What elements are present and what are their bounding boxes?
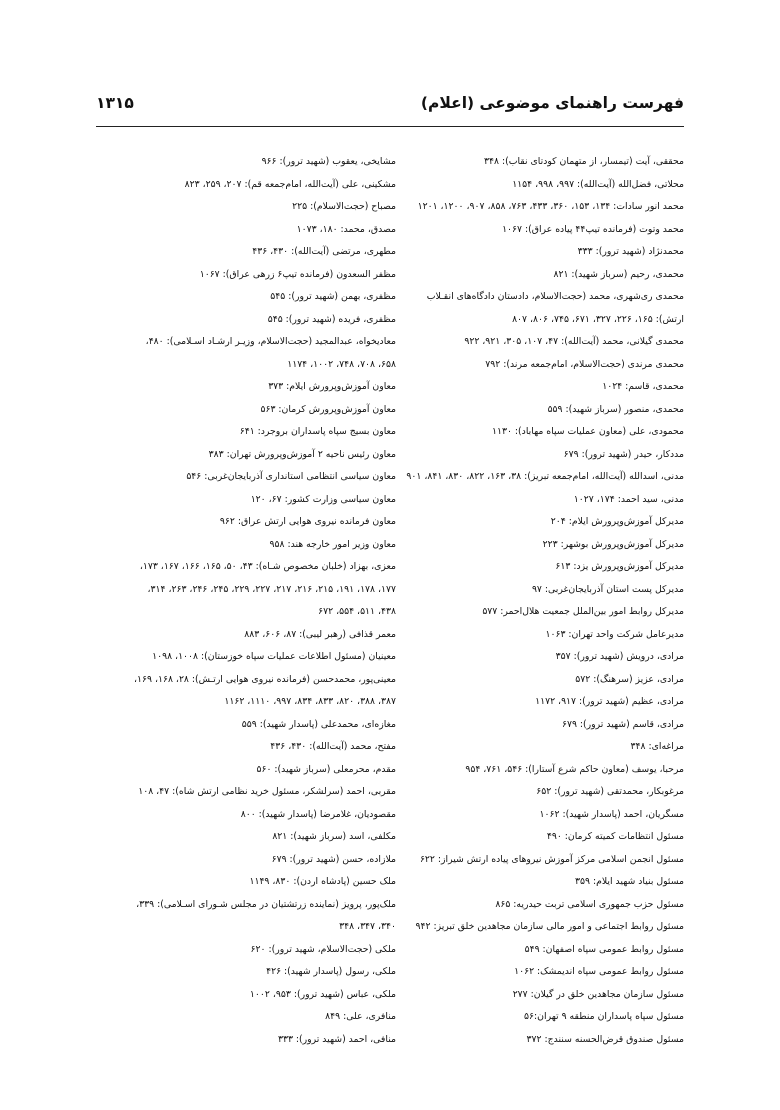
index-entry: مفتح، محمد (آیت‌الله): ۴۳۰، ۴۳۶ (270, 741, 396, 752)
index-column-right (366, 151, 684, 1051)
index-entry: مقدم، محرمعلی (سرباز شهید): ۵۶۰ (256, 763, 396, 775)
index-entry: ملک‌پور، پرویز (نماینده زرتشتیان در مجلس شـورای اسـلامی): ۳۳۹، (136, 898, 396, 910)
index-entry: مشایخی، یعقوب (شهید ترور): ۹۶۶ (261, 156, 396, 167)
index-entry: مدیرکل آموزش‌وپرورش بوشهر: ۲۲۳ (542, 538, 684, 550)
index-entry: محمدی، رحیم (سرباز شهید): ۸۲۱ (553, 268, 684, 280)
index-entry: معاون آموزش‌وپرورش کرمان: ۵۶۳ (260, 403, 396, 415)
index-entry: محمدی، قاسم: ۱۰۲۴ (602, 381, 684, 392)
index-entry: مسئول حزب جمهوری اسلامی تربت حیدریه: ۸۶۵ (495, 898, 684, 910)
index-entry: مدیرکل پست استان آذربایجان‌غربی: ۹۷ (531, 583, 684, 595)
index-entry: معادیخواه، عبدالمجید (حجت‌الاسلام، وزیـر ارشـاد اسـلامی): ۴۸۰، (145, 336, 396, 347)
index-entry: ملک حسین (پادشاه اردن): ۸۳۰، ۱۱۴۹ (249, 876, 396, 887)
page-header (96, 92, 684, 127)
index-entry: محمد انور سادات: ۱۳۴، ۱۵۳، ۳۶۰، ۴۳۳، ۷۶۳، ۸۵۸، ۹۰۷، ۱۲۰۰، ۱۲۰۱ (417, 201, 684, 212)
index-entry: معاون وزیر امور خارجه هند: ۹۵۸ (269, 538, 396, 550)
index-entry: ۳۸۷، ۳۸۸، ۸۲۰، ۸۳۳، ۸۳۴، ۹۹۷، ۱۱۱۰، ۱۱۶۲ (224, 696, 396, 707)
index-entry: مرغوبکار، محمدتقی (شهید ترور): ۶۵۲ (536, 786, 684, 797)
index-entry: ملکی (حجت‌الاسلام، شهید ترور): ۶۲۰ (250, 943, 396, 955)
index-entry: مرادی، عظیم (شهید ترور): ۹۱۷، ۱۱۷۲ (535, 696, 684, 707)
index-entry: معاون سیاسی انتظامی استانداری آذربایجان‌غربی: ۵۴۶ (186, 471, 396, 482)
index-entry: مظفری، فریده (شهید ترور): ۵۴۵ (267, 313, 396, 325)
index-entry: معینی‌پور، محمدحسن (فرمانده نیروی هوایی ارتـش): ۲۸، ۱۶۸، ۱۶۹، (134, 673, 396, 685)
index-entry: ملکی، عباس (شهید ترور): ۹۵۳، ۱۰۰۲ (249, 988, 396, 1000)
index-entry: مصدق، محمد: ۱۸۰، ۱۰۷۳ (296, 223, 396, 235)
index-entry: مصباح (حجت‌الاسلام): ۲۲۵ (292, 201, 396, 212)
index-entry: معینیان (مسئول اطلاعات عملیات سپاه خوزستان): ۱۰۰۸، ۱۰۹۸ (152, 651, 396, 662)
index-entry: محققی، آیت (تیمسار، از متهمان کودتای نقاب): ۳۴۸ (484, 156, 684, 167)
page-number: ۱۳۱۵ (96, 94, 134, 112)
index-entry: ۴۳۸، ۵۱۱، ۵۵۴، ۶۷۲ (318, 606, 396, 617)
index-entry: معاون آموزش‌وپرورش ایلام: ۳۷۳ (268, 381, 396, 392)
index-column-left (96, 151, 396, 1051)
index-entry: مرادی، عزیز (سرهنگ): ۵۷۲ (575, 673, 684, 685)
index-entry: مسئول روابط عمومی سپاه اصفهان: ۵۴۹ (524, 943, 684, 955)
index-entry: مسئول انجمن اسلامی مرکز آموزش نیروهای پیاده ارتش شیراز: ۶۲۲ (419, 853, 684, 865)
index-entry: مسئول روابط عمومی سپاه اندیمشک: ۱۰۶۲ (514, 966, 684, 977)
index-entry: مرحبا، یوسف (معاون حاکم شرع آستارا): ۵۴۶، ۷۶۱، ۹۵۴ (465, 763, 684, 775)
index-entry: مدیرکل روابط امور بین‌الملل جمعیت هلال‌احمر: ۵۷۷ (482, 606, 684, 617)
index-entry: ۶۵۸، ۷۰۸، ۷۴۸، ۱۰۰۲، ۱۱۷۴ (287, 358, 396, 370)
index-entry: معاون فرمانده نیروی هوایی ارتش عراق: ۹۶۲ (219, 516, 396, 527)
index-entry: ۱۷۷، ۱۷۸، ۱۹۱، ۲۱۵، ۲۱۶، ۲۱۷، ۲۲۷، ۲۲۹، ۲۴۵، ۲۴۶، ۲۶۳، ۳۱۴، (147, 583, 396, 595)
index-entry: معاون سیاسی وزارت کشور: ۶۷، ۱۲۰ (250, 493, 396, 505)
index-entry: مسئول انتظامات کمیته کرمان: ۴۹۰ (546, 831, 684, 842)
index-entry: مسگریان، احمد (پاسدار شهید): ۱۰۶۲ (539, 808, 684, 820)
index-entry: مدیرکل آموزش‌وپرورش یزد: ۶۱۳ (555, 561, 684, 572)
index-entry: مدیرعامل شرکت واحد تهران: ۱۰۶۳ (545, 628, 684, 640)
index-entry: مسئول بنیاد شهید ایلام: ۳۵۹ (575, 876, 684, 887)
index-entry: مرادی، قاسم (شهید ترور): ۶۷۹ (561, 718, 684, 730)
index-entry: مدنی، سید احمد: ۱۷۴، ۱۰۲۷ (573, 493, 684, 505)
index-entry: ملازاده، حسن (شهید ترور): ۶۷۹ (271, 853, 396, 865)
index-entry: مددکار، حیدر (شهید ترور): ۶۷۹ (563, 448, 684, 460)
index-entry: مرادی، درویش (شهید ترور): ۳۵۷ (555, 651, 684, 662)
running-title: فهرست راهنمای موضوعی (اعلام) (420, 94, 684, 112)
index-entry: محمدی گیلانی، محمد (آیت‌الله): ۴۷، ۱۰۷، ۳۰۵، ۹۲۱، ۹۲۲ (464, 336, 684, 347)
index-entry: محمودی، علی (معاون عملیات سپاه مهاباد): ۱۱۳۰ (491, 426, 684, 437)
index-entry: معاون رئیس ناحیه ۲ آموزش‌وپرورش تهران: ۳۸۳ (208, 448, 396, 460)
index-entry: مقربی، احمد (سرلشکر، مسئول خرید نظامی ارتش شاه): ۴۷، ۱۰۸ (138, 786, 396, 797)
index-entry: مطهری، مرتضی (آیت‌الله): ۴۳۰، ۴۳۶ (252, 246, 396, 257)
index-entry: مشکینی، علی (آیت‌الله، امام‌جمعه قم): ۲۰۷، ۲۵۹، ۸۲۳ (184, 178, 396, 190)
index-entry: معزی، بهزاد (خلبان مخصوص شـاه): ۴۳، ۵۰، ۱۶۵، ۱۶۶، ۱۶۷، ۱۷۳، (139, 561, 396, 572)
index-entry: مسئول سازمان مجاهدین خلق در گیلان: ۲۷۷ (512, 988, 684, 1000)
index-entry: ۳۴۰، ۳۴۷، ۳۴۸ (339, 921, 396, 932)
index-entry: منافری، علی: ۸۴۹ (325, 1011, 396, 1022)
index-entry: ملکی، رسول (پاسدار شهید): ۴۲۶ (266, 966, 396, 977)
index-entry: محمدی، منصور (سرباز شهید): ۵۵۹ (547, 403, 684, 415)
index-entry: مسئول روابط اجتماعی و امور مالی سازمان مجاهدین خلق تبریز: ۹۴۲ (415, 921, 684, 932)
index-entry: محلاتی، فضل‌الله (آیت‌الله): ۹۹۷، ۹۹۸، ۱۱۵۴ (512, 178, 684, 190)
index-entry: معمر قذافی (رهبر لیبی): ۸۷، ۶۰۶، ۸۸۳ (244, 628, 396, 640)
index-entry: مظفری، بهمن (شهید ترور): ۵۴۵ (270, 291, 396, 302)
index-entry: مدنی، اسدالله (آیت‌الله، امام‌جمعه تبریز): ۳۸، ۱۶۳، ۸۲۲، ۸۳۰، ۸۴۱، ۹۰۱ (406, 471, 684, 482)
index-entry: محمد وتوت (فرمانده تیپ۴۴ پیاده عراق): ۱۰۶۷ (502, 223, 684, 235)
index-entry: مقصودیان، غلامرضا (پاسدار شهید): ۸۰۰ (240, 808, 396, 820)
index-entry: ارتش): ۱۶۵، ۲۲۶، ۳۲۷، ۶۷۱، ۷۴۵، ۸۰۶، ۸۰۷ (512, 313, 684, 325)
index-entry: معاون بسیج سپاه پاسداران بروجرد: ۶۴۱ (239, 426, 396, 437)
index-entry: مسئول سپاه پاسداران منطقه ۹ تهران:۵۶ (524, 1011, 684, 1022)
index-entry: محمدنژاد (شهید ترور): ۳۳۳ (577, 246, 684, 257)
index-entry: مظفر السعدون (فرمانده تیپ۶ زرهی عراق): ۱۰۶۷ (199, 268, 396, 280)
index-entry: مکلفی، اسد (سرباز شهید): ۸۲۱ (272, 831, 396, 842)
index-entry: محمدی ری‌شهری، محمد (حجت‌الاسلام، دادستان دادگاه‌های انقـلاب (426, 291, 684, 302)
index-entry: مغازه‌ای، محمدعلی (پاسدار شهید): ۵۵۹ (241, 718, 396, 730)
index-entry: مراغه‌ای: ۳۴۸ (630, 741, 684, 752)
index-entry: مسئول صندوق قرض‌الحسنه سنندج: ۳۷۲ (526, 1033, 684, 1045)
index-entry: مدیرکل آموزش‌وپرورش ایلام: ۲۰۴ (550, 516, 684, 527)
index-entry: منافی، احمد (شهید ترور): ۳۳۳ (277, 1033, 396, 1045)
index-entry: محمدی مرندی (حجت‌الاسلام، امام‌جمعه مرند): ۷۹۲ (485, 358, 684, 370)
